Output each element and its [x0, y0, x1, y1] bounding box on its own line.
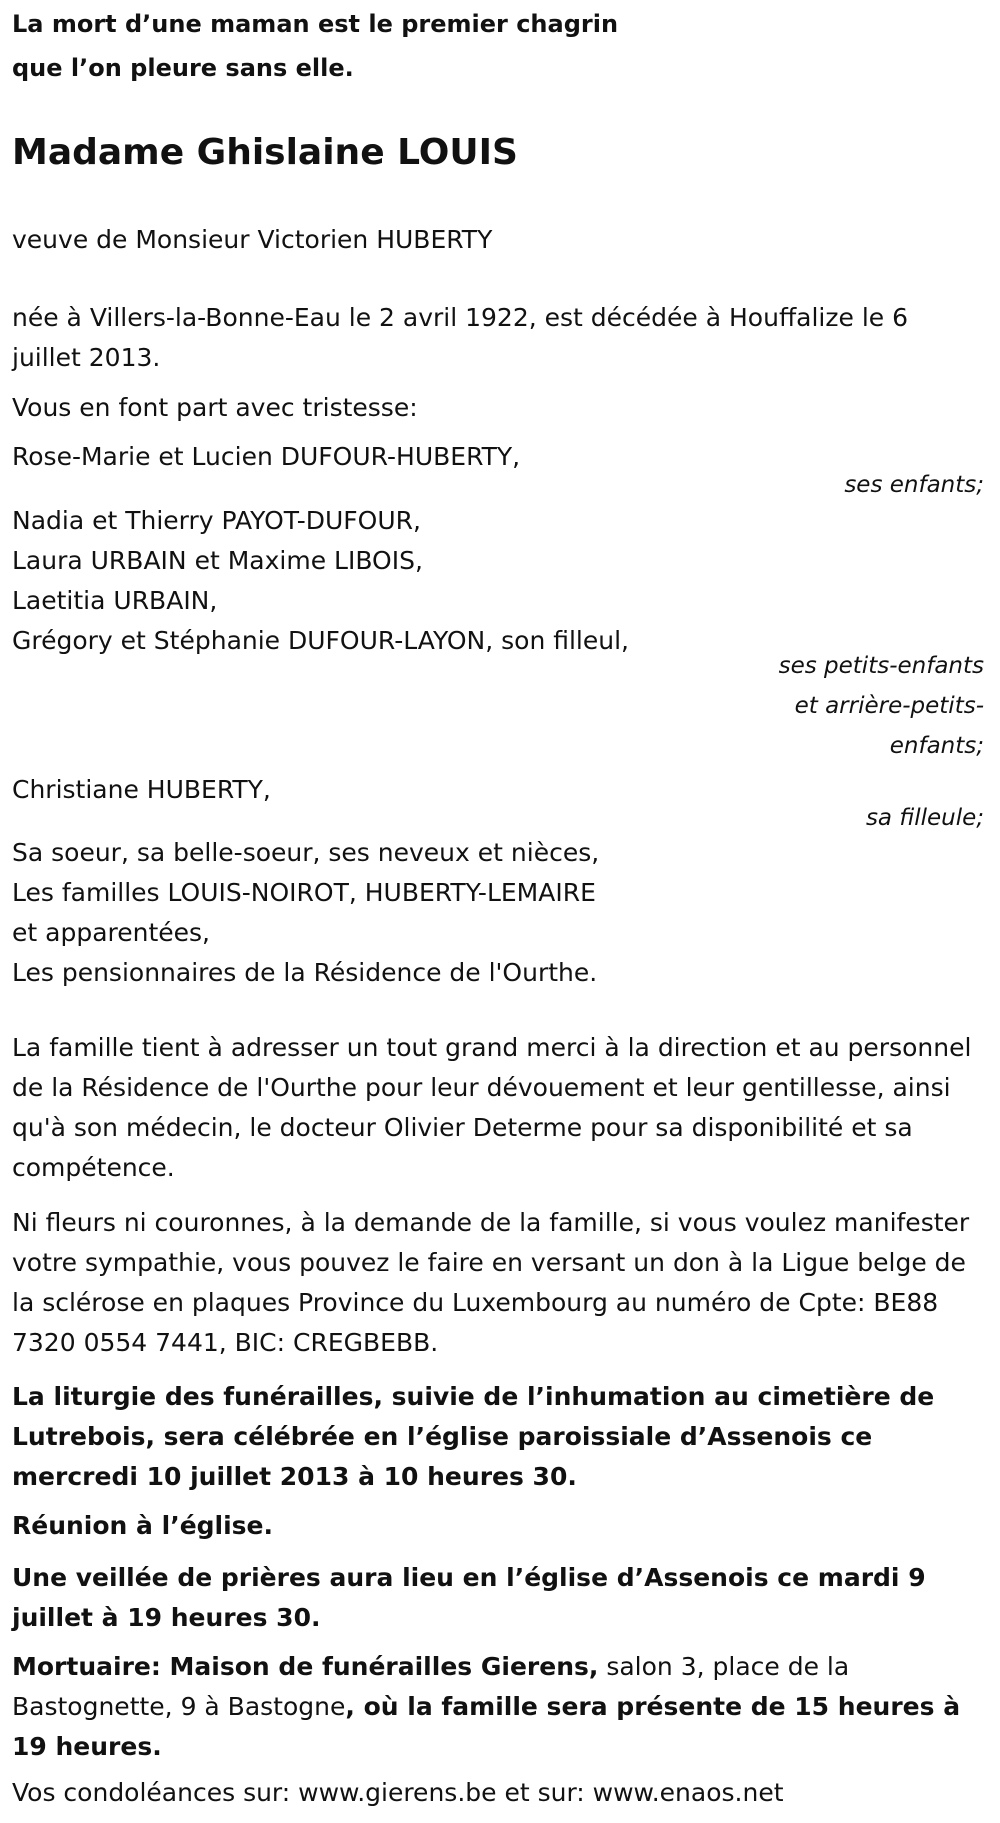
mortuary-text — [12, 1647, 987, 1767]
birth-death-text: née à Villers-la-Bonne-Eau le 2 avril 1922, est décédée à Houffalize le 6 juillet 2013. — [12, 303, 909, 372]
grandchildren-role-line: ses petits-enfants — [778, 653, 984, 679]
grandchildren-role-line: et arrière-petits- — [794, 693, 984, 719]
intro-text: Vous en font part avec tristesse: — [12, 393, 418, 422]
liturgy-text: La liturgie des funérailles, suivie de l’inhumation au cimetière de Lutrebois, sera célébrée en l’église paroissiale d’Assenois ce mercredi 10 juillet 2013 à 10 heures 30. — [12, 1382, 935, 1491]
quote-line-1: La mort d’une maman est le premier chagrin — [12, 10, 619, 38]
relatives-line: et apparentées, — [12, 918, 210, 947]
relatives-line: Les pensionnaires de la Résidence de l'Ourthe. — [12, 958, 598, 987]
grandchild-line: Nadia et Thierry PAYOT-DUFOUR, — [12, 506, 421, 535]
grandchild-line: Laetitia URBAIN, — [12, 586, 218, 615]
mortuary-address: salon 3, place de la Bastognette, 9 à Bastogne — [12, 1652, 850, 1721]
quote-block — [12, 4, 987, 88]
thanks-text: La famille tient à adresser un tout grand merci à la direction et au personnel de la Résidence de l'Ourthe pour leur dévouement et leur gentillesse, ainsi qu'à son médecin, le docteur Olivier Determe pour sa disponibilité et sa compétence. — [12, 1033, 972, 1182]
vigil-text: Une veillée de prières aura lieu en l’église d’Assenois ce mardi 9 juillet à 19 heures 30. — [12, 1563, 926, 1632]
condolences-text: Vos condoléances sur: www.gierens.be et sur: www.enaos.net — [12, 1778, 784, 1807]
widow-line: veuve de Monsieur Victorien HUBERTY — [12, 225, 493, 254]
grandchildren-role — [779, 646, 984, 766]
children-role: ses enfants; — [844, 472, 984, 498]
grandchild-line: Grégory et Stéphanie DUFOUR-LAYON, son filleul, — [12, 626, 629, 655]
mortuary-label: Mortuaire: Maison de funérailles Gierens, — [12, 1652, 599, 1681]
meeting-text: Réunion à l’église. — [12, 1511, 274, 1540]
mortuary-presence: , où la famille sera présente de 15 heures à 19 heures. — [12, 1692, 961, 1761]
flowers-text: Ni fleurs ni couronnes, à la demande de la famille, si vous voulez manifester votre sympathie, vous pouvez le faire en versant un don à la Ligue belge de la sclérose en plaques Province du Luxembourg au numéro de Cpte: BE88 7320 0554 7441, BIC: CREGBEBB. — [12, 1208, 970, 1357]
grandchildren-role-line: enfants; — [889, 733, 984, 759]
deceased-name: Madame Ghislaine LOUIS — [12, 132, 518, 173]
goddaughter-role: sa filleule; — [865, 805, 984, 831]
goddaughter-name: Christiane HUBERTY, — [12, 775, 271, 804]
children-names: Rose-Marie et Lucien DUFOUR-HUBERTY, — [12, 442, 521, 471]
grandchild-line: Laura URBAIN et Maxime LIBOIS, — [12, 546, 423, 575]
relatives-line: Les familles LOUIS-NOIROT, HUBERTY-LEMAIRE — [12, 878, 596, 907]
relatives-line: Sa soeur, sa belle-soeur, ses neveux et nièces, — [12, 838, 600, 867]
other-relatives — [12, 833, 599, 993]
grandchildren-list — [12, 501, 629, 661]
quote-line-2: que l’on pleure sans elle. — [12, 54, 354, 82]
